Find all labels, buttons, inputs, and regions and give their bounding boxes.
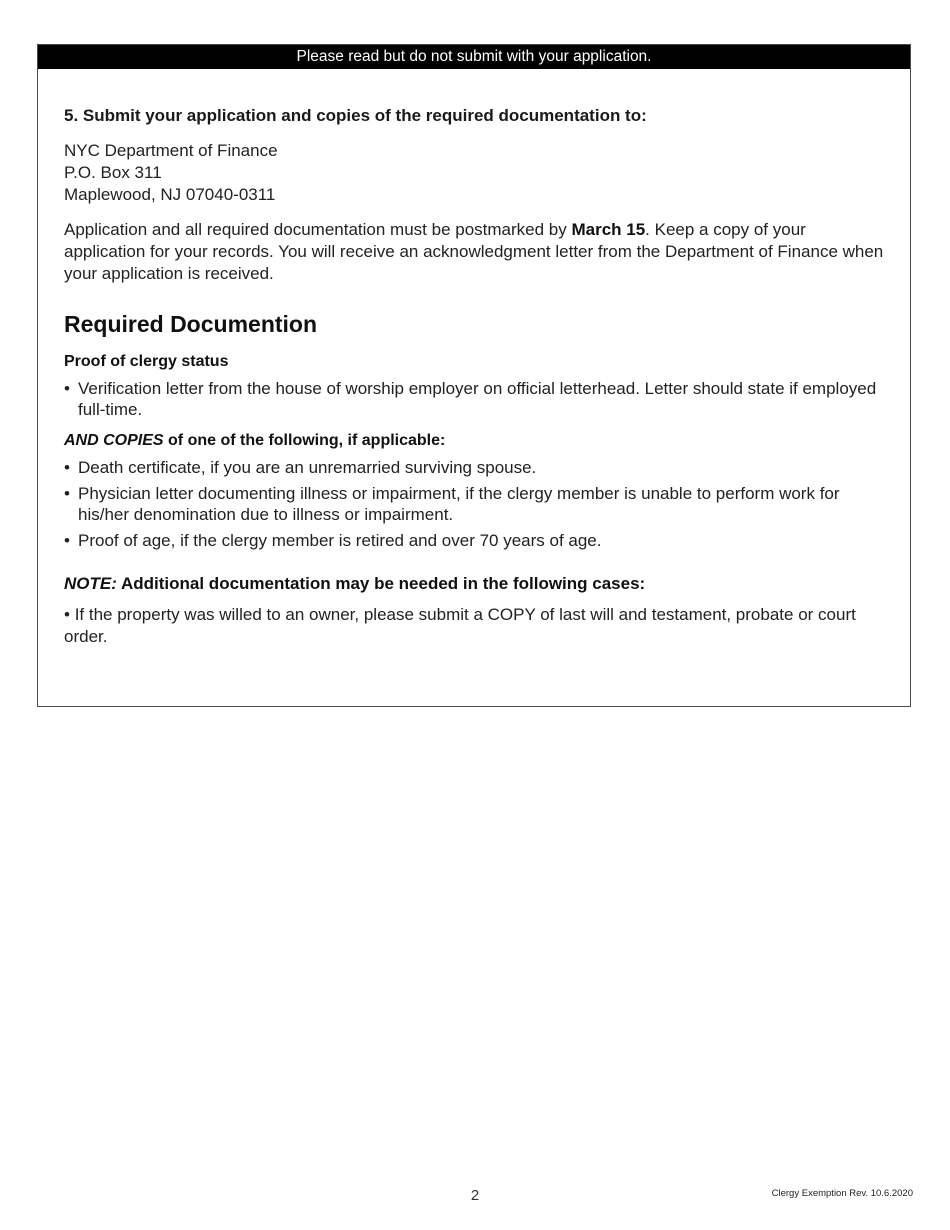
instructions-box xyxy=(37,44,911,707)
postmark-deadline: March 15 xyxy=(571,220,646,239)
list-item-text: Death certificate, if you are an unremarried surviving spouse. xyxy=(78,458,537,477)
submit-heading: 5. Submit your application and copies of the required documentation to: xyxy=(64,106,647,125)
list-item xyxy=(64,530,884,551)
list-item-text: If the property was willed to an owner, please submit a COPY of last will and testament, probate or court order. xyxy=(64,605,856,646)
list-item-text: Physician letter documenting illness or impairment, if the clergy member is unable to perform work for his/her denomination due to illness or impairment. xyxy=(78,484,840,524)
bullet-icon: • xyxy=(64,605,70,624)
bullet-icon: • xyxy=(64,531,70,550)
bullet-icon: • xyxy=(64,379,70,398)
and-copies-heading xyxy=(64,430,884,452)
instructions-content xyxy=(64,105,884,648)
and-copies-text: of one of the following, if applicable: xyxy=(163,432,446,449)
address-line: P.O. Box 311 xyxy=(64,163,162,182)
proof-of-clergy-heading: Proof of clergy status xyxy=(64,353,229,370)
page-number: 2 xyxy=(470,1187,480,1204)
list-item xyxy=(64,483,884,525)
note-text: Additional documentation may be needed in the following cases: xyxy=(116,574,646,593)
required-documentation-title: Required Documention xyxy=(64,311,318,337)
and-copies-emphasis: AND COPIES xyxy=(64,432,164,449)
bullet-icon: • xyxy=(64,458,70,477)
address-line: NYC Department of Finance xyxy=(64,141,278,160)
postmark-paragraph xyxy=(64,219,884,285)
note-emphasis: NOTE: xyxy=(64,574,117,593)
postmark-text-before: Application and all required documentation must be postmarked by xyxy=(64,220,572,239)
postmark-text-after: . Keep a copy of your application for your records. You will receive an acknowledgment letter from the Department of Finance when your application is received. xyxy=(64,220,884,283)
list-item xyxy=(64,457,884,478)
bullet-icon: • xyxy=(64,484,70,503)
note-heading xyxy=(64,573,884,595)
form-revision-label: Clergy Exemption Rev. 10.6.2020 xyxy=(771,1188,913,1199)
address-line: Maplewood, NJ 07040-0311 xyxy=(64,185,276,204)
instruction-banner: Please read but do not submit with your application. xyxy=(38,45,910,69)
list-item-text: Verification letter from the house of worship employer on official letterhead. Letter should state if employed full-time. xyxy=(78,379,877,419)
list-item-text: Proof of age, if the clergy member is retired and over 70 years of age. xyxy=(78,531,602,550)
list-item xyxy=(64,378,884,420)
list-item xyxy=(64,604,884,648)
mailing-address xyxy=(64,140,884,206)
